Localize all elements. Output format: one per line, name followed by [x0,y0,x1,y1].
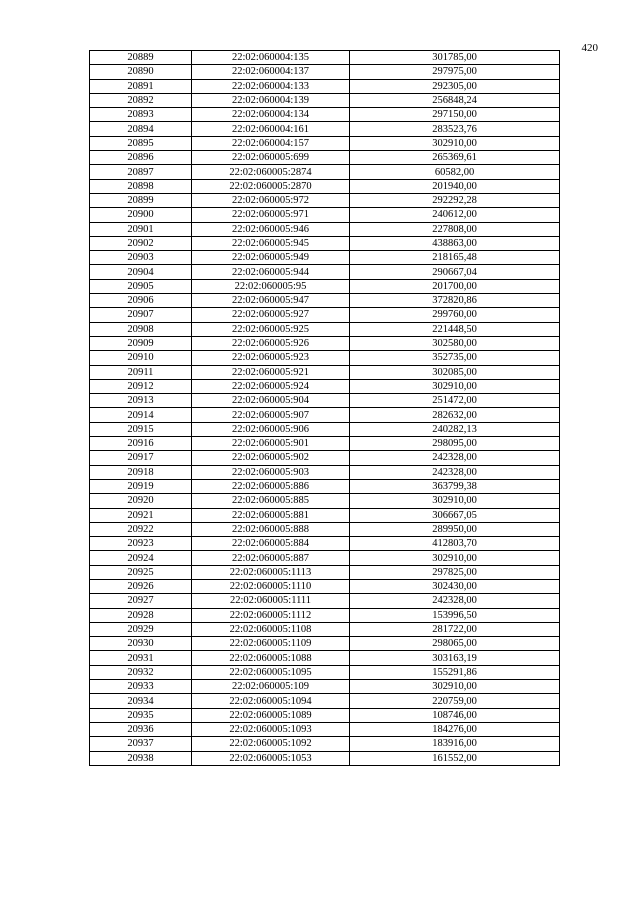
table-row [90,680,560,694]
row-number-cell: 20920 [90,494,192,508]
table-row [90,551,560,565]
table-row [90,394,560,408]
row-number-cell: 20910 [90,351,192,365]
value-cell: 301785,00 [350,51,560,65]
value-cell: 108746,00 [350,708,560,722]
table-row [90,222,560,236]
cadastral-number-cell: 22:02:060004:134 [192,108,350,122]
row-number-cell: 20918 [90,465,192,479]
value-cell: 220759,00 [350,694,560,708]
cadastral-number-cell: 22:02:060005:1108 [192,622,350,636]
cadastral-number-cell: 22:02:060005:971 [192,208,350,222]
table-row [90,365,560,379]
cadastral-number-cell: 22:02:060004:139 [192,93,350,107]
table-row [90,251,560,265]
value-cell: 298065,00 [350,637,560,651]
cadastral-number-cell: 22:02:060005:927 [192,308,350,322]
table-row [90,522,560,536]
value-cell: 251472,00 [350,394,560,408]
cadastral-number-cell: 22:02:060005:926 [192,336,350,350]
table-row [90,208,560,222]
value-cell: 155291,86 [350,665,560,679]
table-row [90,708,560,722]
row-number-cell: 20909 [90,336,192,350]
cadastral-number-cell: 22:02:060005:921 [192,365,350,379]
cadastral-number-cell: 22:02:060005:1112 [192,608,350,622]
value-cell: 302910,00 [350,680,560,694]
value-cell: 283523,76 [350,122,560,136]
row-number-cell: 20930 [90,637,192,651]
table-row [90,408,560,422]
value-cell: 290667,04 [350,265,560,279]
value-cell: 297150,00 [350,108,560,122]
cadastral-number-cell: 22:02:060005:884 [192,537,350,551]
cadastral-number-cell: 22:02:060005:944 [192,265,350,279]
value-cell: 298095,00 [350,437,560,451]
value-cell: 153996,50 [350,608,560,622]
cadastral-number-cell: 22:02:060005:906 [192,422,350,436]
table-row [90,265,560,279]
value-cell: 240612,00 [350,208,560,222]
row-number-cell: 20916 [90,437,192,451]
row-number-cell: 20917 [90,451,192,465]
cadastral-number-cell: 22:02:060004:161 [192,122,350,136]
table-row [90,93,560,107]
value-cell: 161552,00 [350,751,560,765]
value-cell: 302910,00 [350,494,560,508]
table-row [90,422,560,436]
value-cell: 302910,00 [350,551,560,565]
row-number-cell: 20911 [90,365,192,379]
row-number-cell: 20899 [90,193,192,207]
row-number-cell: 20905 [90,279,192,293]
cadastral-number-cell: 22:02:060005:946 [192,222,350,236]
row-number-cell: 20896 [90,151,192,165]
table-row [90,465,560,479]
cadastral-number-cell: 22:02:060005:1092 [192,737,350,751]
value-cell: 60582,00 [350,165,560,179]
row-number-cell: 20902 [90,236,192,250]
table-row [90,565,560,579]
table-row [90,294,560,308]
table-row [90,579,560,593]
row-number-cell: 20922 [90,522,192,536]
page-number: 420 [581,42,598,54]
row-number-cell: 20912 [90,379,192,393]
value-cell: 242328,00 [350,451,560,465]
table-row [90,136,560,150]
row-number-cell: 20904 [90,265,192,279]
table-row [90,165,560,179]
cadastral-number-cell: 22:02:060005:95 [192,279,350,293]
row-number-cell: 20906 [90,294,192,308]
row-number-cell: 20907 [90,308,192,322]
cadastral-number-cell: 22:02:060004:157 [192,136,350,150]
row-number-cell: 20897 [90,165,192,179]
table-row [90,608,560,622]
cadastral-number-cell: 22:02:060004:133 [192,79,350,93]
cadastral-number-cell: 22:02:060005:947 [192,294,350,308]
value-cell: 306667,05 [350,508,560,522]
cadastral-number-cell: 22:02:060004:135 [192,51,350,65]
cadastral-number-cell: 22:02:060005:699 [192,151,350,165]
table-row [90,751,560,765]
table-row [90,622,560,636]
row-number-cell: 20926 [90,579,192,593]
value-cell: 412803,70 [350,537,560,551]
cadastral-number-cell: 22:02:060005:923 [192,351,350,365]
cadastral-number-cell: 22:02:060005:1089 [192,708,350,722]
value-cell: 297825,00 [350,565,560,579]
row-number-cell: 20893 [90,108,192,122]
cadastral-number-cell: 22:02:060005:972 [192,193,350,207]
cadastral-number-cell: 22:02:060005:1094 [192,694,350,708]
table-row [90,236,560,250]
row-number-cell: 20927 [90,594,192,608]
table-row [90,479,560,493]
row-number-cell: 20935 [90,708,192,722]
row-number-cell: 20900 [90,208,192,222]
value-cell: 302430,00 [350,579,560,593]
row-number-cell: 20890 [90,65,192,79]
value-cell: 302910,00 [350,379,560,393]
value-cell: 372820,86 [350,294,560,308]
table-row [90,122,560,136]
cadastral-number-cell: 22:02:060005:1095 [192,665,350,679]
cadastral-number-cell: 22:02:060005:903 [192,465,350,479]
row-number-cell: 20919 [90,479,192,493]
table-row [90,51,560,65]
value-cell: 438863,00 [350,236,560,250]
row-number-cell: 20901 [90,222,192,236]
row-number-cell: 20903 [90,251,192,265]
row-number-cell: 20938 [90,751,192,765]
row-number-cell: 20937 [90,737,192,751]
row-number-cell: 20915 [90,422,192,436]
value-cell: 302085,00 [350,365,560,379]
cadastral-number-cell: 22:02:060005:901 [192,437,350,451]
cadastral-number-cell: 22:02:060005:1110 [192,579,350,593]
value-cell: 221448,50 [350,322,560,336]
cadastral-number-cell: 22:02:060005:1109 [192,637,350,651]
registry-table [89,50,560,766]
value-cell: 352735,00 [350,351,560,365]
cadastral-number-cell: 22:02:060005:945 [192,236,350,250]
row-number-cell: 20894 [90,122,192,136]
value-cell: 302580,00 [350,336,560,350]
table-row [90,665,560,679]
cadastral-number-cell: 22:02:060005:1053 [192,751,350,765]
row-number-cell: 20931 [90,651,192,665]
table-row [90,651,560,665]
value-cell: 303163,19 [350,651,560,665]
row-number-cell: 20908 [90,322,192,336]
table-row [90,108,560,122]
cadastral-number-cell: 22:02:060005:109 [192,680,350,694]
table-row [90,494,560,508]
table-row [90,79,560,93]
cadastral-number-cell: 22:02:060005:887 [192,551,350,565]
value-cell: 242328,00 [350,465,560,479]
row-number-cell: 20891 [90,79,192,93]
table-row [90,65,560,79]
row-number-cell: 20936 [90,722,192,736]
row-number-cell: 20934 [90,694,192,708]
cadastral-number-cell: 22:02:060005:902 [192,451,350,465]
value-cell: 218165,48 [350,251,560,265]
row-number-cell: 20914 [90,408,192,422]
row-number-cell: 20895 [90,136,192,150]
table-row [90,279,560,293]
cadastral-number-cell: 22:02:060005:924 [192,379,350,393]
row-number-cell: 20923 [90,537,192,551]
row-number-cell: 20889 [90,51,192,65]
row-number-cell: 20928 [90,608,192,622]
cadastral-number-cell: 22:02:060005:1088 [192,651,350,665]
table-row [90,179,560,193]
table-row [90,437,560,451]
table-row [90,637,560,651]
value-cell: 183916,00 [350,737,560,751]
table-row [90,322,560,336]
cadastral-number-cell: 22:02:060005:881 [192,508,350,522]
value-cell: 256848,24 [350,93,560,107]
table-row [90,379,560,393]
value-cell: 281722,00 [350,622,560,636]
value-cell: 201940,00 [350,179,560,193]
table-row [90,151,560,165]
cadastral-number-cell: 22:02:060005:1093 [192,722,350,736]
cadastral-number-cell: 22:02:060005:2874 [192,165,350,179]
cadastral-number-cell: 22:02:060005:1111 [192,594,350,608]
row-number-cell: 20898 [90,179,192,193]
value-cell: 227808,00 [350,222,560,236]
cadastral-number-cell: 22:02:060005:888 [192,522,350,536]
row-number-cell: 20924 [90,551,192,565]
value-cell: 299760,00 [350,308,560,322]
table-row [90,351,560,365]
row-number-cell: 20921 [90,508,192,522]
row-number-cell: 20932 [90,665,192,679]
value-cell: 240282,13 [350,422,560,436]
cadastral-number-cell: 22:02:060005:904 [192,394,350,408]
value-cell: 184276,00 [350,722,560,736]
table-row [90,193,560,207]
value-cell: 201700,00 [350,279,560,293]
row-number-cell: 20892 [90,93,192,107]
row-number-cell: 20933 [90,680,192,694]
table-row [90,694,560,708]
row-number-cell: 20925 [90,565,192,579]
table-row [90,537,560,551]
value-cell: 292292,28 [350,193,560,207]
row-number-cell: 20929 [90,622,192,636]
cadastral-number-cell: 22:02:060005:2870 [192,179,350,193]
value-cell: 297975,00 [350,65,560,79]
value-cell: 292305,00 [350,79,560,93]
registry-table-body [90,51,560,766]
table-row [90,594,560,608]
cadastral-number-cell: 22:02:060005:949 [192,251,350,265]
table-row [90,508,560,522]
value-cell: 363799,38 [350,479,560,493]
value-cell: 302910,00 [350,136,560,150]
value-cell: 289950,00 [350,522,560,536]
cadastral-number-cell: 22:02:060005:885 [192,494,350,508]
table-row [90,336,560,350]
table-row [90,451,560,465]
table-row [90,308,560,322]
cadastral-number-cell: 22:02:060005:925 [192,322,350,336]
cadastral-number-cell: 22:02:060004:137 [192,65,350,79]
cadastral-number-cell: 22:02:060005:886 [192,479,350,493]
value-cell: 242328,00 [350,594,560,608]
row-number-cell: 20913 [90,394,192,408]
value-cell: 265369,61 [350,151,560,165]
table-row [90,722,560,736]
value-cell: 282632,00 [350,408,560,422]
cadastral-number-cell: 22:02:060005:1113 [192,565,350,579]
cadastral-number-cell: 22:02:060005:907 [192,408,350,422]
table-row [90,737,560,751]
